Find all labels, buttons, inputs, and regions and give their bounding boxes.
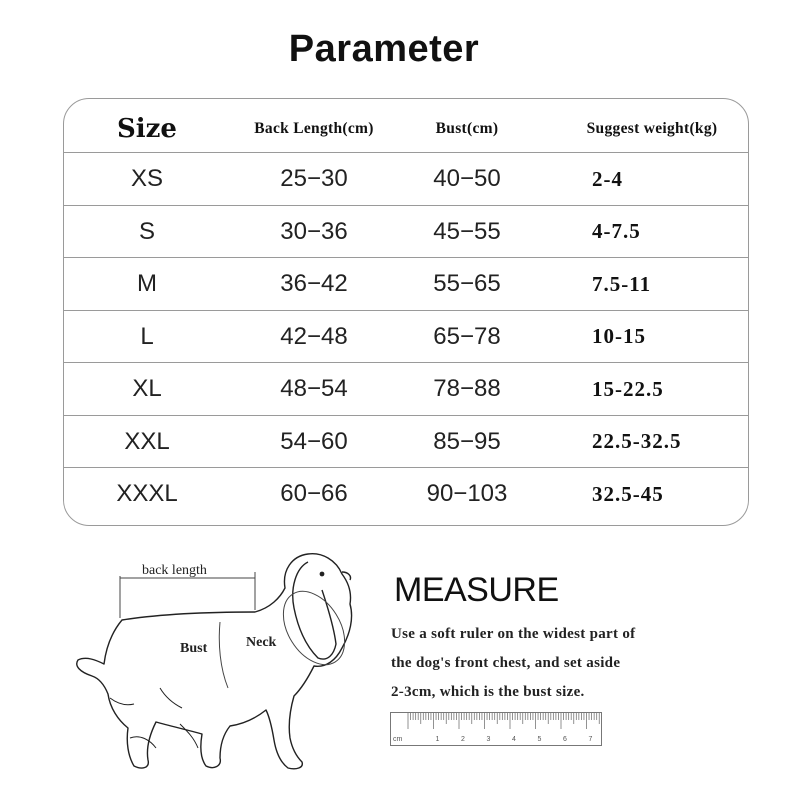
ruler-number: 2 xyxy=(461,736,465,743)
ruler-icon xyxy=(390,712,602,746)
ruler-number: 3 xyxy=(486,736,491,743)
measure-line-2: the dog's front chest, and set aside xyxy=(391,655,621,671)
cell-back-length: 60−66 xyxy=(280,480,348,507)
dog-fur-strokes xyxy=(110,688,198,748)
cell-size: L xyxy=(140,322,154,350)
header-size: Size xyxy=(117,114,177,144)
cell-size: XXL xyxy=(124,427,170,455)
dog-outline-icon xyxy=(77,554,352,769)
cell-size: XS xyxy=(130,165,163,192)
cell-suggest-weight: 2-4 xyxy=(592,166,623,191)
table-row xyxy=(64,152,748,205)
cell-suggest-weight: 7.5-11 xyxy=(592,271,652,296)
cell-bust: 65−78 xyxy=(433,322,501,350)
ruler-unit: cm xyxy=(393,736,403,743)
cell-size: S xyxy=(138,217,155,245)
header-suggest-weight: Suggest weight(kg) xyxy=(586,120,718,137)
cell-suggest-weight: 22.5-32.5 xyxy=(592,429,682,453)
table-header-row xyxy=(64,103,748,155)
bust-loop xyxy=(219,622,228,688)
cell-bust: 85−95 xyxy=(433,427,501,455)
cell-back-length: 48−54 xyxy=(280,375,348,402)
cell-size: XL xyxy=(132,375,162,402)
cell-back-length: 42−48 xyxy=(280,322,348,350)
cell-bust: 90−103 xyxy=(426,480,508,507)
measure-instructions xyxy=(391,620,721,707)
cell-size: XXXL xyxy=(116,480,178,507)
measure-title: MEASURE xyxy=(394,571,559,609)
cell-bust: 40−50 xyxy=(433,165,501,192)
cell-suggest-weight: 10-15 xyxy=(592,324,646,348)
measure-line-3: 2-3cm, which is the bust size. xyxy=(391,684,585,700)
measure-line-1: Use a soft ruler on the widest part of xyxy=(391,626,636,642)
table-row xyxy=(64,467,748,520)
table-row xyxy=(64,310,748,363)
table-row xyxy=(64,415,748,468)
cell-bust: 78−88 xyxy=(433,375,501,402)
cell-bust: 45−55 xyxy=(433,217,501,245)
back-length-label: back length xyxy=(142,563,207,578)
ruler-number: 5 xyxy=(537,736,542,743)
cell-suggest-weight: 32.5-45 xyxy=(592,481,664,506)
cell-size: M xyxy=(137,270,157,297)
header-bust: Bust(cm) xyxy=(435,120,499,137)
cell-back-length: 25−30 xyxy=(280,165,348,192)
ruler-number: 4 xyxy=(512,736,516,743)
cell-back-length: 54−60 xyxy=(280,427,348,455)
header-back-length: Back Length(cm) xyxy=(254,120,374,137)
dog-ear-icon xyxy=(293,562,336,659)
cell-back-length: 30−36 xyxy=(280,217,348,245)
cell-suggest-weight: 4-7.5 xyxy=(592,219,641,243)
cell-back-length: 36−42 xyxy=(280,270,348,297)
dog-eye-icon xyxy=(320,572,325,577)
bust-label: Bust xyxy=(180,641,208,656)
ruler-number: 7 xyxy=(588,736,593,743)
table-row xyxy=(64,362,748,415)
table-row xyxy=(64,205,748,258)
cell-suggest-weight: 15-22.5 xyxy=(592,376,664,401)
ruler-number: 1 xyxy=(435,736,440,743)
size-table xyxy=(63,98,749,526)
neck-label: Neck xyxy=(246,635,277,650)
table-row xyxy=(64,257,748,310)
page-title: Parameter xyxy=(288,28,480,70)
cell-bust: 55−65 xyxy=(433,270,501,297)
ruler-number: 6 xyxy=(563,736,567,743)
neck-loop xyxy=(271,580,357,675)
dog-measurement-diagram xyxy=(70,548,370,788)
